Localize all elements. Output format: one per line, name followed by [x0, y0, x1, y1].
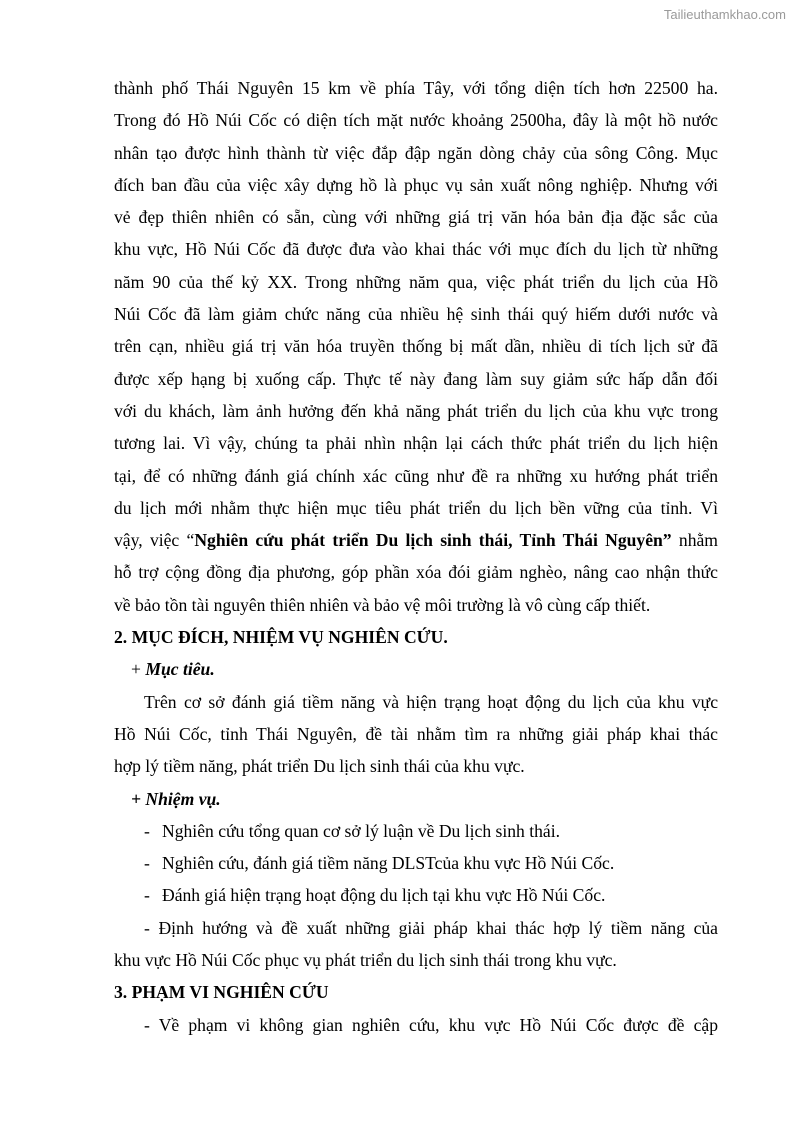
- goal-label: Mục tiêu.: [145, 659, 215, 680]
- text-after-title: nhằm: [671, 530, 718, 551]
- text-line: khu vực Hồ Núi Cốc phục vụ phát triển du lịch sinh thái trong khu vực.: [114, 950, 617, 971]
- intro-paragraph: [114, 72, 718, 621]
- section-heading-3: 3. PHẠM VI NGHIÊN CỨU: [114, 982, 329, 1003]
- text-line: Trong đó Hồ Núi Cốc có diện tích mặt nước khoảng 2500ha, đây là một hồ nước: [114, 110, 718, 131]
- text-line: hợp lý tiềm năng, phát triển Du lịch sinh thái của khu vực.: [114, 756, 525, 777]
- goal-marker: +: [131, 659, 146, 680]
- text-line: về bảo tồn tài nguyên thiên nhiên và bảo vệ môi trường là vô cùng cấp thiết.: [114, 594, 651, 615]
- list-item: [114, 879, 718, 911]
- text-line: nhân tạo được hình thành từ việc đắp đập ngăn dòng chảy của sông Công. Mục: [114, 142, 718, 163]
- text-line: tại, để có những đánh giá chính xác cũng như đề ra những xu hướng phát triển: [114, 465, 718, 486]
- list-item: - Về phạm vi không gian nghiên cứu, khu vực Hồ Núi Cốc được đề cập: [144, 1014, 718, 1035]
- list-item-text: Nghiên cứu, đánh giá tiềm năng DLSTcủa khu vực Hồ Núi Cốc.: [162, 853, 615, 874]
- list-item-text: Nghiên cứu tổng quan cơ sở lý luận về Du lịch sinh thái.: [162, 820, 561, 841]
- text-line: thành phố Thái Nguyên 15 km về phía Tây, với tổng diện tích hơn 22500 ha.: [114, 78, 718, 98]
- text-line-with-title: [114, 524, 718, 556]
- text-line: tương lai. Vì vậy, chúng ta phải nhìn nhận lại cách thức phát triển du lịch hiện: [114, 433, 718, 454]
- text-line: đích ban đầu của việc xây dựng hồ là phục vụ sản xuất nông nghiệp. Nhưng với: [114, 174, 718, 195]
- list-dash: -: [144, 820, 150, 841]
- text-line: trên cạn, nhiều giá trị văn hóa truyền thống bị mất dần, nhiều di tích lịch sử đã: [114, 336, 718, 357]
- text-before-title: vậy, việc “: [114, 530, 195, 551]
- text-line: được xếp hạng bị xuống cấp. Thực tế này đang làm suy giảm sức hấp dẫn đối: [114, 368, 718, 389]
- text-line: Núi Cốc đã làm giảm chức năng của nhiều hệ sinh thái quý hiếm dưới nước và: [114, 304, 718, 325]
- section-heading-2: 2. MỤC ĐÍCH, NHIỆM VỤ NGHIÊN CỨU.: [114, 627, 448, 648]
- list-item: [114, 847, 718, 879]
- list-item: [114, 815, 718, 847]
- list-dash: -: [144, 853, 150, 874]
- tasks-subheading: + Nhiệm vụ.: [131, 788, 221, 809]
- list-item-text: Đánh giá hiện trạng hoạt động du lịch tại khu vực Hồ Núi Cốc.: [162, 885, 606, 906]
- text-line: hỗ trợ cộng đồng địa phương, góp phần xóa đói giảm nghèo, nâng cao nhận thức: [114, 562, 718, 583]
- list-dash: -: [144, 885, 150, 906]
- text-line: khu vực, Hồ Núi Cốc đã được đưa vào khai thác với mục đích du lịch từ những: [114, 239, 718, 260]
- research-title: Nghiên cứu phát triển Du lịch sinh thái, Tỉnh Thái Nguyên”: [194, 530, 672, 551]
- watermark: Tailieuthamkhao.com: [663, 7, 786, 22]
- goal-subheading: [114, 653, 718, 685]
- text-line: năm 90 của thế kỷ XX. Trong những năm qua, việc phát triển du lịch của Hồ: [114, 271, 718, 292]
- text-line: du lịch mới nhằm thực hiện mục tiêu phát triển du lịch bền vững của tỉnh. Vì: [114, 497, 718, 518]
- text-line: Trên cơ sở đánh giá tiềm năng và hiện trạng hoạt động du lịch của khu vực: [144, 691, 718, 712]
- text-line: vẻ đẹp thiên nhiên có sẵn, cùng với những giá trị văn hóa bản địa đặc sắc của: [114, 207, 718, 228]
- text-line: Hồ Núi Cốc, tỉnh Thái Nguyên, đề tài nhằm tìm ra những giải pháp khai thác: [114, 723, 718, 744]
- document-page: [114, 72, 718, 1041]
- list-item: - Định hướng và đề xuất những giải pháp khai thác hợp lý tiềm năng của: [144, 917, 718, 938]
- text-line: với du khách, làm ảnh hưởng đến khả năng phát triển du lịch của khu vực trong: [114, 400, 718, 421]
